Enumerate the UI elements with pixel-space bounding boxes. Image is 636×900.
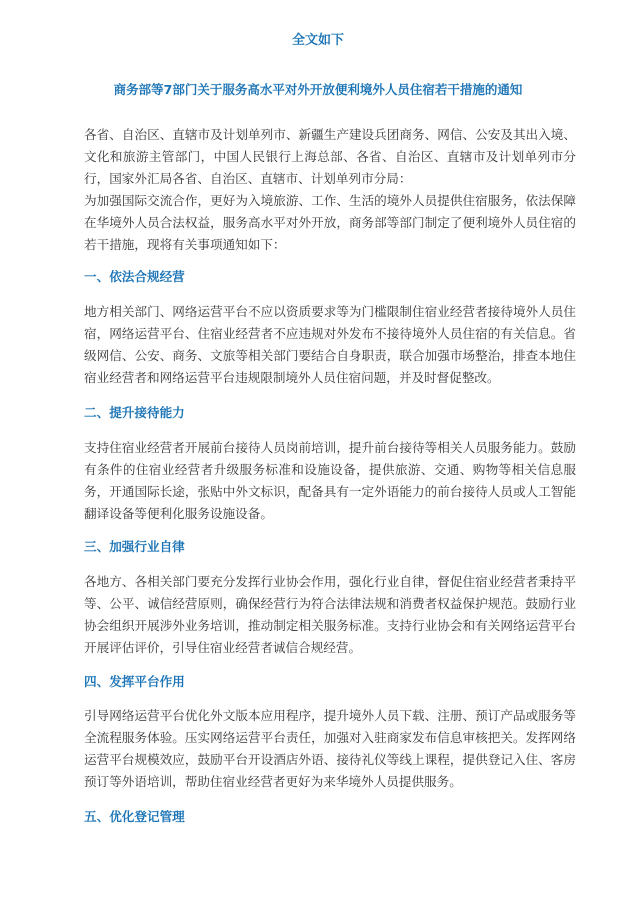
section-body-2: 支持住宿业经营者开展前台接待人员岗前培训，提升前台接待等相关人员服务能力。鼓励有条件的住宿业经营者升级服务标准和设施设备，提供旅游、交通、购物等相关信息服务，开通国际长途，张贴中外文标识，配备具有一定外语能力的前台接待人员或人工智能翻译设备等便利化服务设施设备。 — [84, 440, 576, 521]
intro-paragraph: 为加强国际交流合作，更好为入境旅游、工作、生活的境外人员提供住宿服务，依法保障在华境外人员合法权益，服务高水平对外开放，商务部等部门制定了便利境外人员住宿的若干措施，现将有关事项通知如下： — [84, 193, 576, 252]
salutation-paragraph: 各省、自治区、直辖市及计划单列市、新疆生产建设兵团商务、网信、公安及其出入境、文化和旅游主管部门，中国人民银行上海总部、各省、自治区、直辖市及计划单列市分行，国家外汇局各省、自治区、直辖市、计划单列市分局： — [84, 127, 576, 186]
section-body-1: 地方相关部门、网络运营平台不应以资质要求等为门槛限制住宿业经营者接待境外人员住宿，网络运营平台、住宿业经营者不应违规对外发布不接待境外人员住宿的有关信息。省级网信、公安、商务、文旅等相关部门要结合自身职责，联合加强市场整治，排查本地住宿业经营者和网络运营平台违规限制境外人员住宿问题，并及时督促整改。 — [84, 304, 576, 385]
section-heading-1: 一、依法合规经营 — [84, 269, 185, 284]
section-heading-4: 四、发挥平台作用 — [84, 674, 185, 689]
section-body-4: 引导网络运营平台优化外文版本应用程序，提升境外人员下载、注册、预订产品或服务等全流程服务体验。压实网络运营平台责任，加强对入驻商家发布信息审核把关。发挥网络运营平台规模效应，鼓励平台开设酒店外语、接待礼仪等线上课程，提供登记入住、客房预订等外语培训，帮助住宿业经营者更好为来华境外人员提供服务。 — [84, 708, 576, 789]
document-title: 商务部等7部门关于服务高水平对外开放便利境外人员住宿若干措施的通知 — [113, 82, 523, 97]
section-body-3: 各地方、各相关部门要充分发挥行业协会作用，强化行业自律，督促住宿业经营者秉持平等、公平、诚信经营原则，确保经营行为符合法律法规和消费者权益保护规范。鼓励行业协会组织开展涉外业务培训，推动制定相关服务标准。支持行业协会和有关网络运营平台开展评估评价，引导住宿业经营者诚信合规经营。 — [84, 574, 576, 655]
section-heading-2: 二、提升接待能力 — [84, 405, 185, 420]
section-heading-5: 五、优化登记管理 — [84, 809, 185, 824]
document-heading: 全文如下 — [291, 33, 344, 48]
section-heading-3: 三、加强行业自律 — [84, 539, 185, 554]
